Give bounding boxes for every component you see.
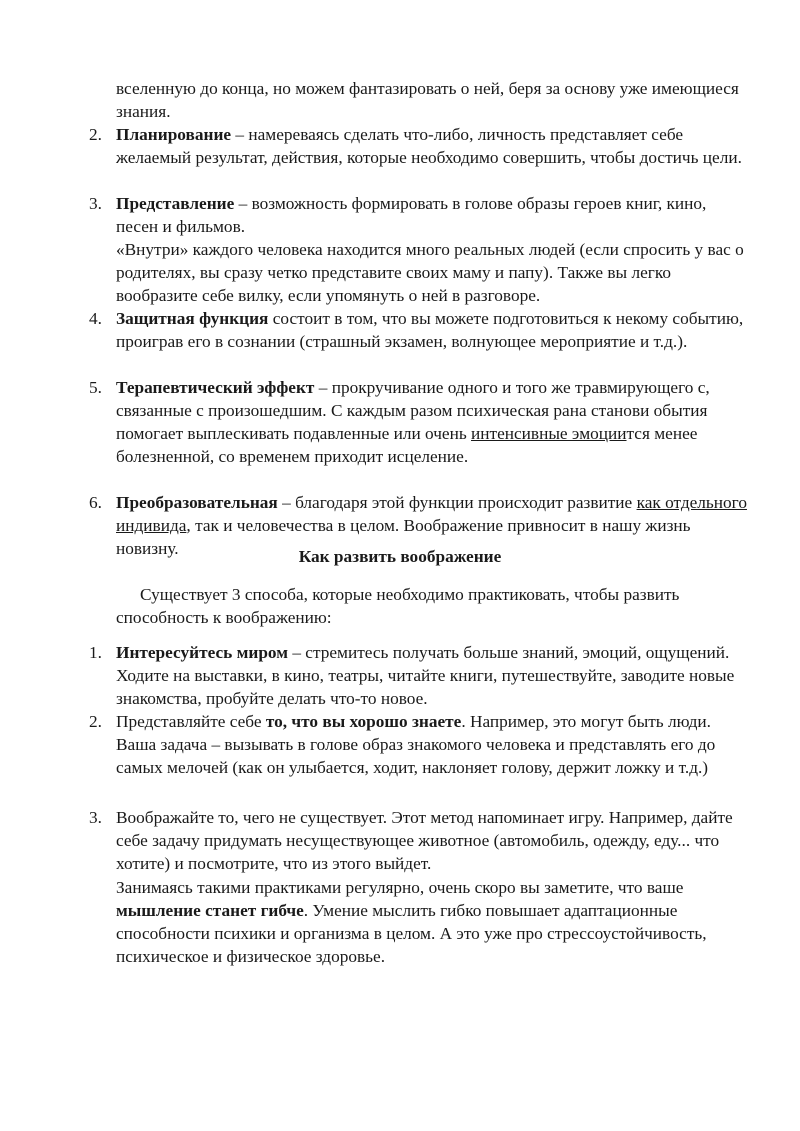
list-number: 6. [89,493,102,512]
method-prefix: Представляйте себе [116,712,266,731]
method-description: . Например, это могут быть люди. Ваша задача – вызывать в голове образ знакомого человека и представлять его до самых мелочей (как он улыбается, ходит, наклоняет голову, держит ложку и т.д.) [116,712,716,777]
term-bold: Планирование [116,125,232,144]
list-item-protective [89,307,749,353]
term-description: – возможность формировать в голове образы героев книг, кино, песен и фильмов. [116,194,707,236]
term-bold: Представление [116,194,235,213]
conclusion-bold: мышление станет гибче [116,901,304,920]
term-description-tail: , так и человечества в целом. Воображение привносит в нашу жизнь новизну. [116,516,691,558]
term-extra: «Внутри» каждого человека находится много реальных людей (если спросить у вас о родителях, вы сразу четко представите своих маму и папу). Также вы легко вообразите себе вилку, если упомянуть о ней в разговоре. [116,240,744,305]
list-number: 1. [89,643,102,662]
emotions-link[interactable]: интенсивные эмоции [471,424,627,443]
list-item-therapeutic [89,376,749,468]
term-description: – прокручивание одного и того же травмирующего с, связанные с произошедшим. С каждым разом психическая рана станови обытия помогает выплескивать подавленные или очень [116,378,710,443]
method-bold: Интересуйтесь миром [116,643,289,662]
list-number: 2. [89,712,102,731]
method-item-known [89,710,749,779]
method-item-imagine [89,806,749,875]
list-number: 5. [89,378,102,397]
section-lead [116,583,746,629]
term-bold: Защитная функция [116,309,269,328]
conclusion-prefix: Занимаясь такими практиками регулярно, очень скоро вы заметите, что ваше [116,878,684,897]
term-description: – намереваясь сделать что-либо, личность представляет себе желаемый результат, действия, которые необходимо совершить, чтобы достичь цели. [116,125,742,167]
method-description: Воображайте то, чего не существует. Этот метод напоминает игру. Например, дайте себе задачу придумать несуществующее животное (автомобиль, одежду, еду... что хотите) и посмотрите, что из этого выйдет. [116,808,733,873]
list-item-planning [89,123,749,169]
section-lead-text: Существует 3 способа, которые необходимо практиковать, чтобы развить способность к воображению: [116,585,680,627]
intro-paragraph [116,77,746,123]
term-description: состоит в том, что вы можете подготовиться к некому событию, проиграв его в сознании (страшный экзамен, волнующее мероприятие и т.д.). [116,309,744,351]
method-description: – стремитесь получать больше знаний, эмоций, ощущений. Ходите на выставки, в кино, театры, читайте книги, путешествуйте, заводите новые знакомства, пробуйте делать что-то новое. [116,643,735,708]
intro-text: вселенную до конца, но можем фантазировать о ней, беря за основу уже имеющиеся знания. [116,79,739,121]
method-bold: то, что вы хорошо знаете [265,712,462,731]
section-heading: Как развить воображение [298,547,502,566]
term-description: – благодаря этой функции происходит развитие [277,493,637,512]
list-number: 2. [89,125,102,144]
term-description-tail: тся менее болезненной, со временем приходит исцеление. [116,424,698,466]
conclusion-paragraph [116,876,746,968]
list-item-representation [89,192,749,307]
list-number: 3. [89,194,102,213]
term-bold: Терапевтический эффект [116,378,315,397]
individual-link[interactable]: как отдельного индивида [116,493,747,535]
list-number: 4. [89,309,102,328]
method-item-interest [89,641,749,710]
list-number: 3. [89,808,102,827]
term-bold: Преобразовательная [116,493,278,512]
conclusion-text: . Умение мыслить гибко повышает адаптационные способности психики и организма в целом. А это уже про стрессоустойчивость, психическое и физическое здоровье. [116,901,707,966]
